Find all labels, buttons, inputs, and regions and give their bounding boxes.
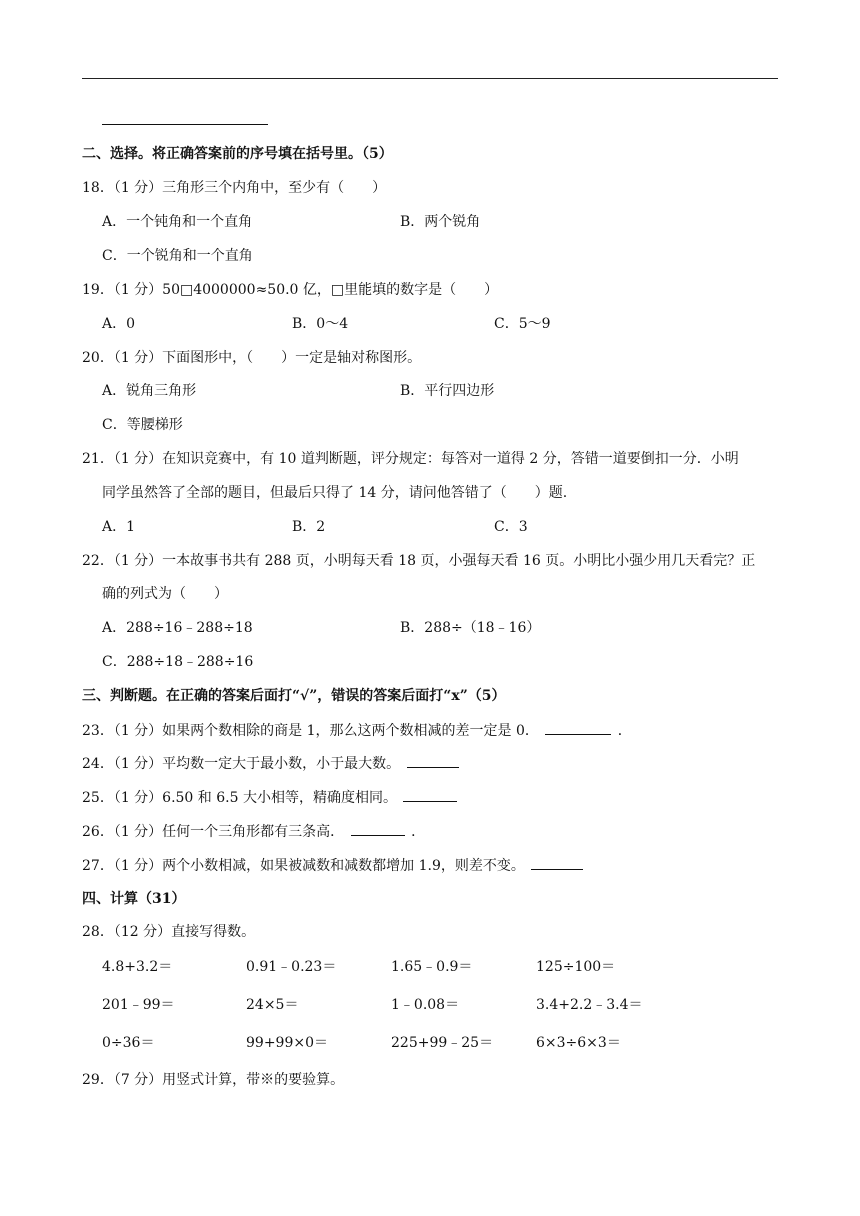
answer-blank[interactable]: [531, 855, 583, 870]
question-27: [82, 855, 585, 876]
q18-option-c: C．一个锐角和一个直角: [102, 248, 253, 264]
calc-item: 24×5＝: [246, 997, 299, 1013]
calc-item: 125÷100＝: [536, 959, 616, 975]
question-24: [82, 753, 461, 774]
q21-option-a: A．1: [102, 519, 136, 535]
answer-blank[interactable]: [351, 821, 405, 836]
question-28: 28．（12 分）直接写得数。: [82, 924, 256, 940]
question-21-line1: 21．（1 分）在知识竞赛中，有 10 道判断题，评分规定：每答对一道得 2 分，答错一道要倒扣一分．小明: [82, 451, 739, 467]
q19-option-a: A．0: [102, 316, 136, 332]
q20-option-c: C．等腰梯形: [102, 417, 183, 433]
answer-blank-line: [102, 124, 268, 125]
question-22-line1: 22．（1 分）一本故事书共有 288 页，小明每天看 18 页，小强每天看 16 页。小明比小强少用几天看完？正: [82, 553, 756, 569]
q22-option-c: C．288÷18﹣288÷16: [102, 654, 254, 670]
question-29: 29．（7 分）用竖式计算，带※的要验算。: [82, 1072, 345, 1088]
q20-option-a: A．锐角三角形: [102, 383, 197, 399]
calc-item: 225+99﹣25＝: [391, 1035, 494, 1051]
question-23-text: 23．（1 分）如果两个数相除的商是 1，那么这两个数相减的差一定是 0．: [82, 723, 539, 739]
q18-option-b: B．两个锐角: [400, 214, 481, 230]
answer-blank[interactable]: [407, 753, 459, 768]
question-25: [82, 787, 459, 808]
question-25-text: 25．（1 分）6.50 和 6.5 大小相等，精确度相同。: [82, 790, 397, 806]
question-19: 19．（1 分）50□4000000≈50.0 亿，□里能填的数字是（ ）: [82, 282, 499, 298]
calc-item: 4.8+3.2＝: [102, 959, 173, 975]
question-26-end: ．: [411, 824, 426, 840]
calc-item: 0.91﹣0.23＝: [246, 959, 337, 975]
q20-option-b: B．平行四边形: [400, 383, 495, 399]
header-rule: [82, 78, 778, 79]
question-20: 20．（1 分）下面图形中，（ ）一定是轴对称图形。: [82, 350, 422, 366]
q21-option-c: C．3: [494, 519, 528, 535]
section-two-heading: 二、选择。将正确答案前的序号填在括号里。（5）: [82, 146, 393, 162]
calc-item: 6×3÷6×3＝: [536, 1035, 621, 1051]
question-26: [82, 821, 425, 842]
calc-item: 1.65﹣0.9＝: [391, 959, 473, 975]
calc-item: 1﹣0.08＝: [391, 997, 460, 1013]
q19-option-b: B．0～4: [292, 316, 349, 332]
section-three-heading: 三、判断题。在正确的答案后面打“√”，错误的答案后面打“x”（5）: [82, 688, 506, 704]
calc-item: 201﹣99＝: [102, 997, 175, 1013]
question-22-line2: 确的列式为（ ）: [102, 586, 228, 602]
q21-option-b: B．2: [292, 519, 326, 535]
question-23-end: ．: [617, 723, 632, 739]
q22-option-b: B．288÷（18﹣16）: [400, 620, 541, 636]
question-24-text: 24．（1 分）平均数一定大于最小数，小于最大数。: [82, 756, 401, 772]
answer-blank[interactable]: [403, 787, 457, 802]
question-18: 18．（1 分）三角形三个内角中，至少有（ ）: [82, 180, 387, 196]
calc-item: 99+99×0＝: [246, 1035, 328, 1051]
q19-option-c: C．5～9: [494, 316, 551, 332]
question-21-line2: 同学虽然答了全部的题目，但最后只得了 14 分，请问他答错了（ ）题.: [102, 485, 568, 501]
q22-option-a: A．288÷16﹣288÷18: [102, 620, 253, 636]
section-four-heading: 四、计算（31）: [82, 891, 186, 907]
answer-blank[interactable]: [545, 720, 611, 735]
q18-option-a: A．一个钝角和一个直角: [102, 214, 253, 230]
calc-item: 3.4+2.2﹣3.4＝: [536, 997, 643, 1013]
question-27-text: 27．（1 分）两个小数相减，如果被减数和减数都增加 1.9，则差不变。: [82, 858, 525, 874]
calc-item: 0÷36＝: [102, 1035, 155, 1051]
question-26-text: 26．（1 分）任何一个三角形都有三条高．: [82, 824, 345, 840]
question-23: [82, 720, 632, 741]
